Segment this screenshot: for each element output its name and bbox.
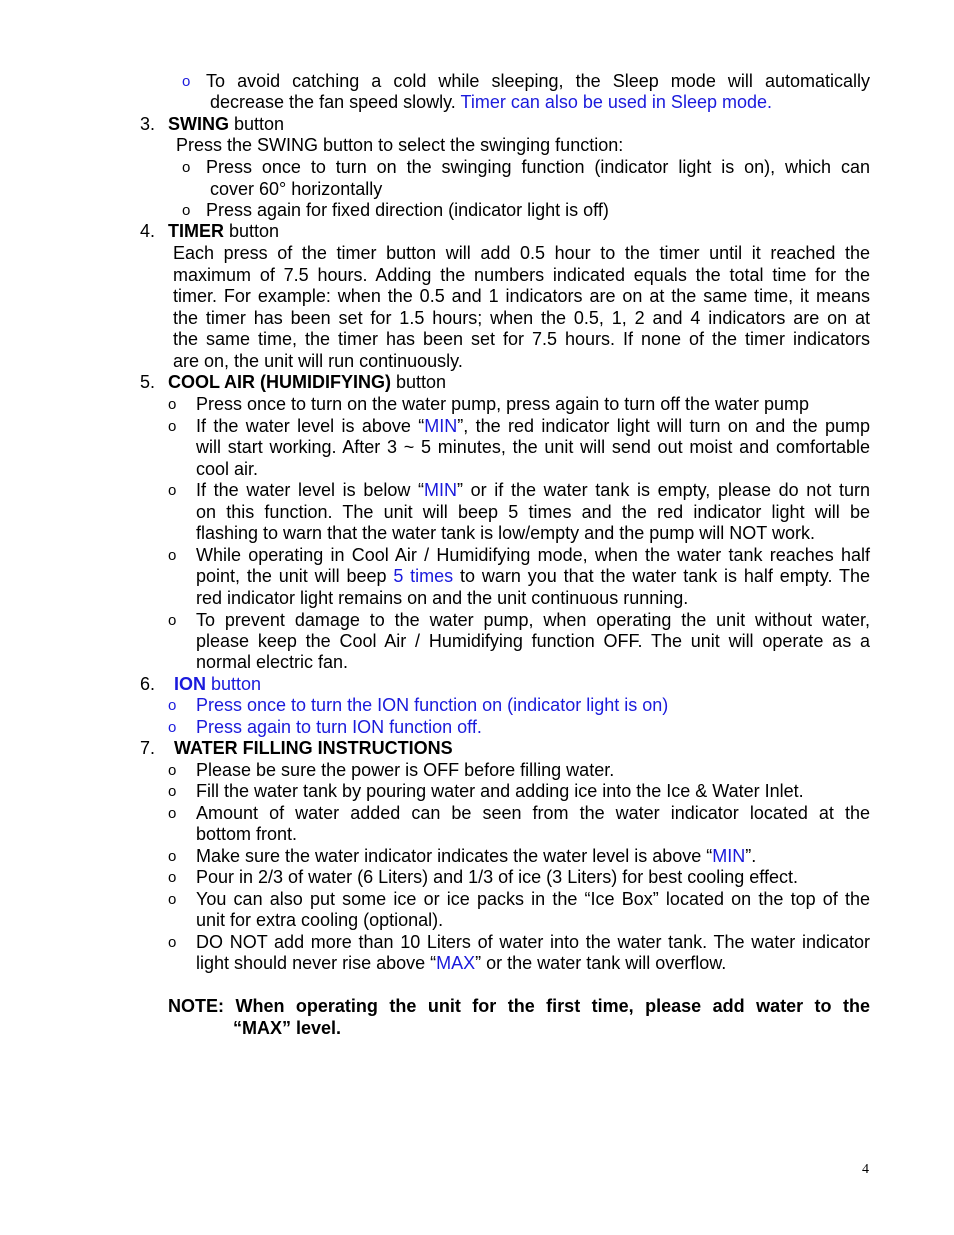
section-number: 6. (140, 674, 156, 694)
water-bullet-6-cont: unit for extra cooling (optional). (196, 910, 444, 930)
note-line-2: “MAX” level. (233, 1018, 342, 1038)
sleep-line-2: decrease the fan speed slowly. Timer can also be used in Sleep mode. (210, 92, 773, 112)
timer-line: are on, the unit will run continuously. (173, 351, 463, 371)
sleep-line-1: To avoid catching a cold while sleeping, the Sleep mode will automatically (206, 71, 870, 91)
cool-bullet-4-cont: red indicator light remains on and the unit continuous running. (196, 588, 689, 608)
ion-bullet-2: Press again to turn ION function off. (196, 717, 482, 737)
bullet-icon: o (168, 418, 177, 435)
water-bullet-6: You can also put some ice or ice packs in the “Ice Box” located on the top of the (196, 889, 870, 909)
bullet-icon: o (182, 73, 191, 90)
water-bullet-1: Please be sure the power is OFF before filling water. (196, 760, 615, 780)
bullet-icon: o (168, 783, 177, 800)
swing-intro: Press the SWING button to select the swinging function: (176, 135, 624, 155)
page-number: 4 (862, 1162, 869, 1177)
bullet-icon: o (182, 202, 191, 219)
bullet-icon: o (168, 869, 177, 886)
section-title-swing: SWING button (168, 114, 285, 134)
bullet-icon: o (168, 891, 177, 908)
section-number: 5. (140, 372, 156, 392)
bullet-icon: o (168, 612, 177, 629)
swing-bullet-1-cont: cover 60° horizontally (210, 179, 383, 199)
water-bullet-7: DO NOT add more than 10 Liters of water into the water tank. The water indicator (196, 932, 870, 952)
water-bullet-4: Make sure the water indicator indicates the water level is above “MIN”. (196, 846, 757, 866)
water-bullet-3: Amount of water added can be seen from the water indicator located at the (196, 803, 870, 823)
cool-bullet-2: If the water level is above “MIN”, the red indicator light will turn on and the pump (196, 416, 870, 436)
water-bullet-3-cont: bottom front. (196, 824, 298, 844)
timer-line: the timer has been set for 1.5 hours; when the 0.5, 1, 2 and 4 indicators are on at (173, 308, 870, 328)
bullet-icon: o (168, 719, 177, 736)
timer-line: maximum of 7.5 hours. Adding the numbers indicated equals the total time for the (173, 265, 870, 285)
water-bullet-7-cont: light should never rise above “MAX” or the water tank will overflow. (196, 953, 727, 973)
water-bullet-5: Pour in 2/3 of water (6 Liters) and 1/3 of ice (3 Liters) for best cooling effect. (196, 867, 798, 887)
cool-bullet-3: If the water level is below “MIN” or if the water tank is empty, please do not turn (196, 480, 871, 500)
cool-bullet-5-cont: please keep the Cool Air / Humidifying function OFF. The unit will operate as a (196, 631, 870, 651)
cool-bullet-3-cont: on this function. The unit will beep 5 times and the red indicator light will be (196, 502, 870, 522)
timer-line: the same time, the timer has been set for 7.5 hours. If none of the timer indicators (173, 329, 870, 349)
ion-bullet-1: Press once to turn the ION function on (indicator light is on) (196, 695, 669, 715)
section-number: 4. (140, 221, 156, 241)
sleep-timer-note: Timer can also be used in Sleep mode. (460, 92, 773, 112)
cool-bullet-5-cont: normal electric fan. (196, 652, 349, 672)
cool-bullet-2-cont: cool air. (196, 459, 259, 479)
section-number: 3. (140, 114, 156, 134)
swing-bullet-1: Press once to turn on the swinging function (indicator light is on), which can (206, 157, 870, 177)
note-line-1: NOTE: When operating the unit for the first time, please add water to the (168, 996, 870, 1016)
section-title-timer: TIMER button (168, 221, 280, 241)
cool-bullet-1: Press once to turn on the water pump, press again to turn off the water pump (196, 394, 810, 414)
cool-bullet-4-cont: point, the unit will beep 5 times to warn you that the water tank is half empty. The (196, 566, 870, 586)
bullet-icon: o (168, 482, 177, 499)
timer-line: timer. For example: when the 0.5 and 1 indicators are on at the same time, it means (173, 286, 870, 306)
swing-bullet-2: Press again for fixed direction (indicator light is off) (206, 200, 609, 220)
section-title-cool-air: COOL AIR (HUMIDIFYING) button (168, 372, 447, 392)
bullet-icon: o (168, 396, 177, 413)
cool-bullet-4: While operating in Cool Air / Humidifying mode, when the water tank reaches half (196, 545, 870, 565)
bullet-icon: o (182, 159, 191, 176)
bullet-icon: o (168, 805, 177, 822)
timer-line: Each press of the timer button will add 0.5 hour to the timer until it reached the (173, 243, 870, 263)
bullet-icon: o (168, 697, 177, 714)
cool-bullet-3-cont: flashing to warn that the water tank is low/empty and the pump will NOT work. (196, 523, 815, 543)
bullet-icon: o (168, 762, 177, 779)
bullet-icon: o (168, 934, 177, 951)
bullet-icon: o (168, 848, 177, 865)
cool-bullet-2-cont: will start working. After 3 ~ 5 minutes, the unit will send out moist and comfortable (196, 437, 870, 457)
bullet-icon: o (168, 547, 177, 564)
cool-bullet-5: To prevent damage to the water pump, when operating the unit without water, (196, 610, 870, 630)
section-number: 7. (140, 738, 156, 758)
water-bullet-2: Fill the water tank by pouring water and adding ice into the Ice & Water Inlet. (196, 781, 804, 801)
section-title-water-filling: WATER FILLING INSTRUCTIONS (174, 738, 453, 758)
section-title-ion: ION button (174, 674, 262, 694)
